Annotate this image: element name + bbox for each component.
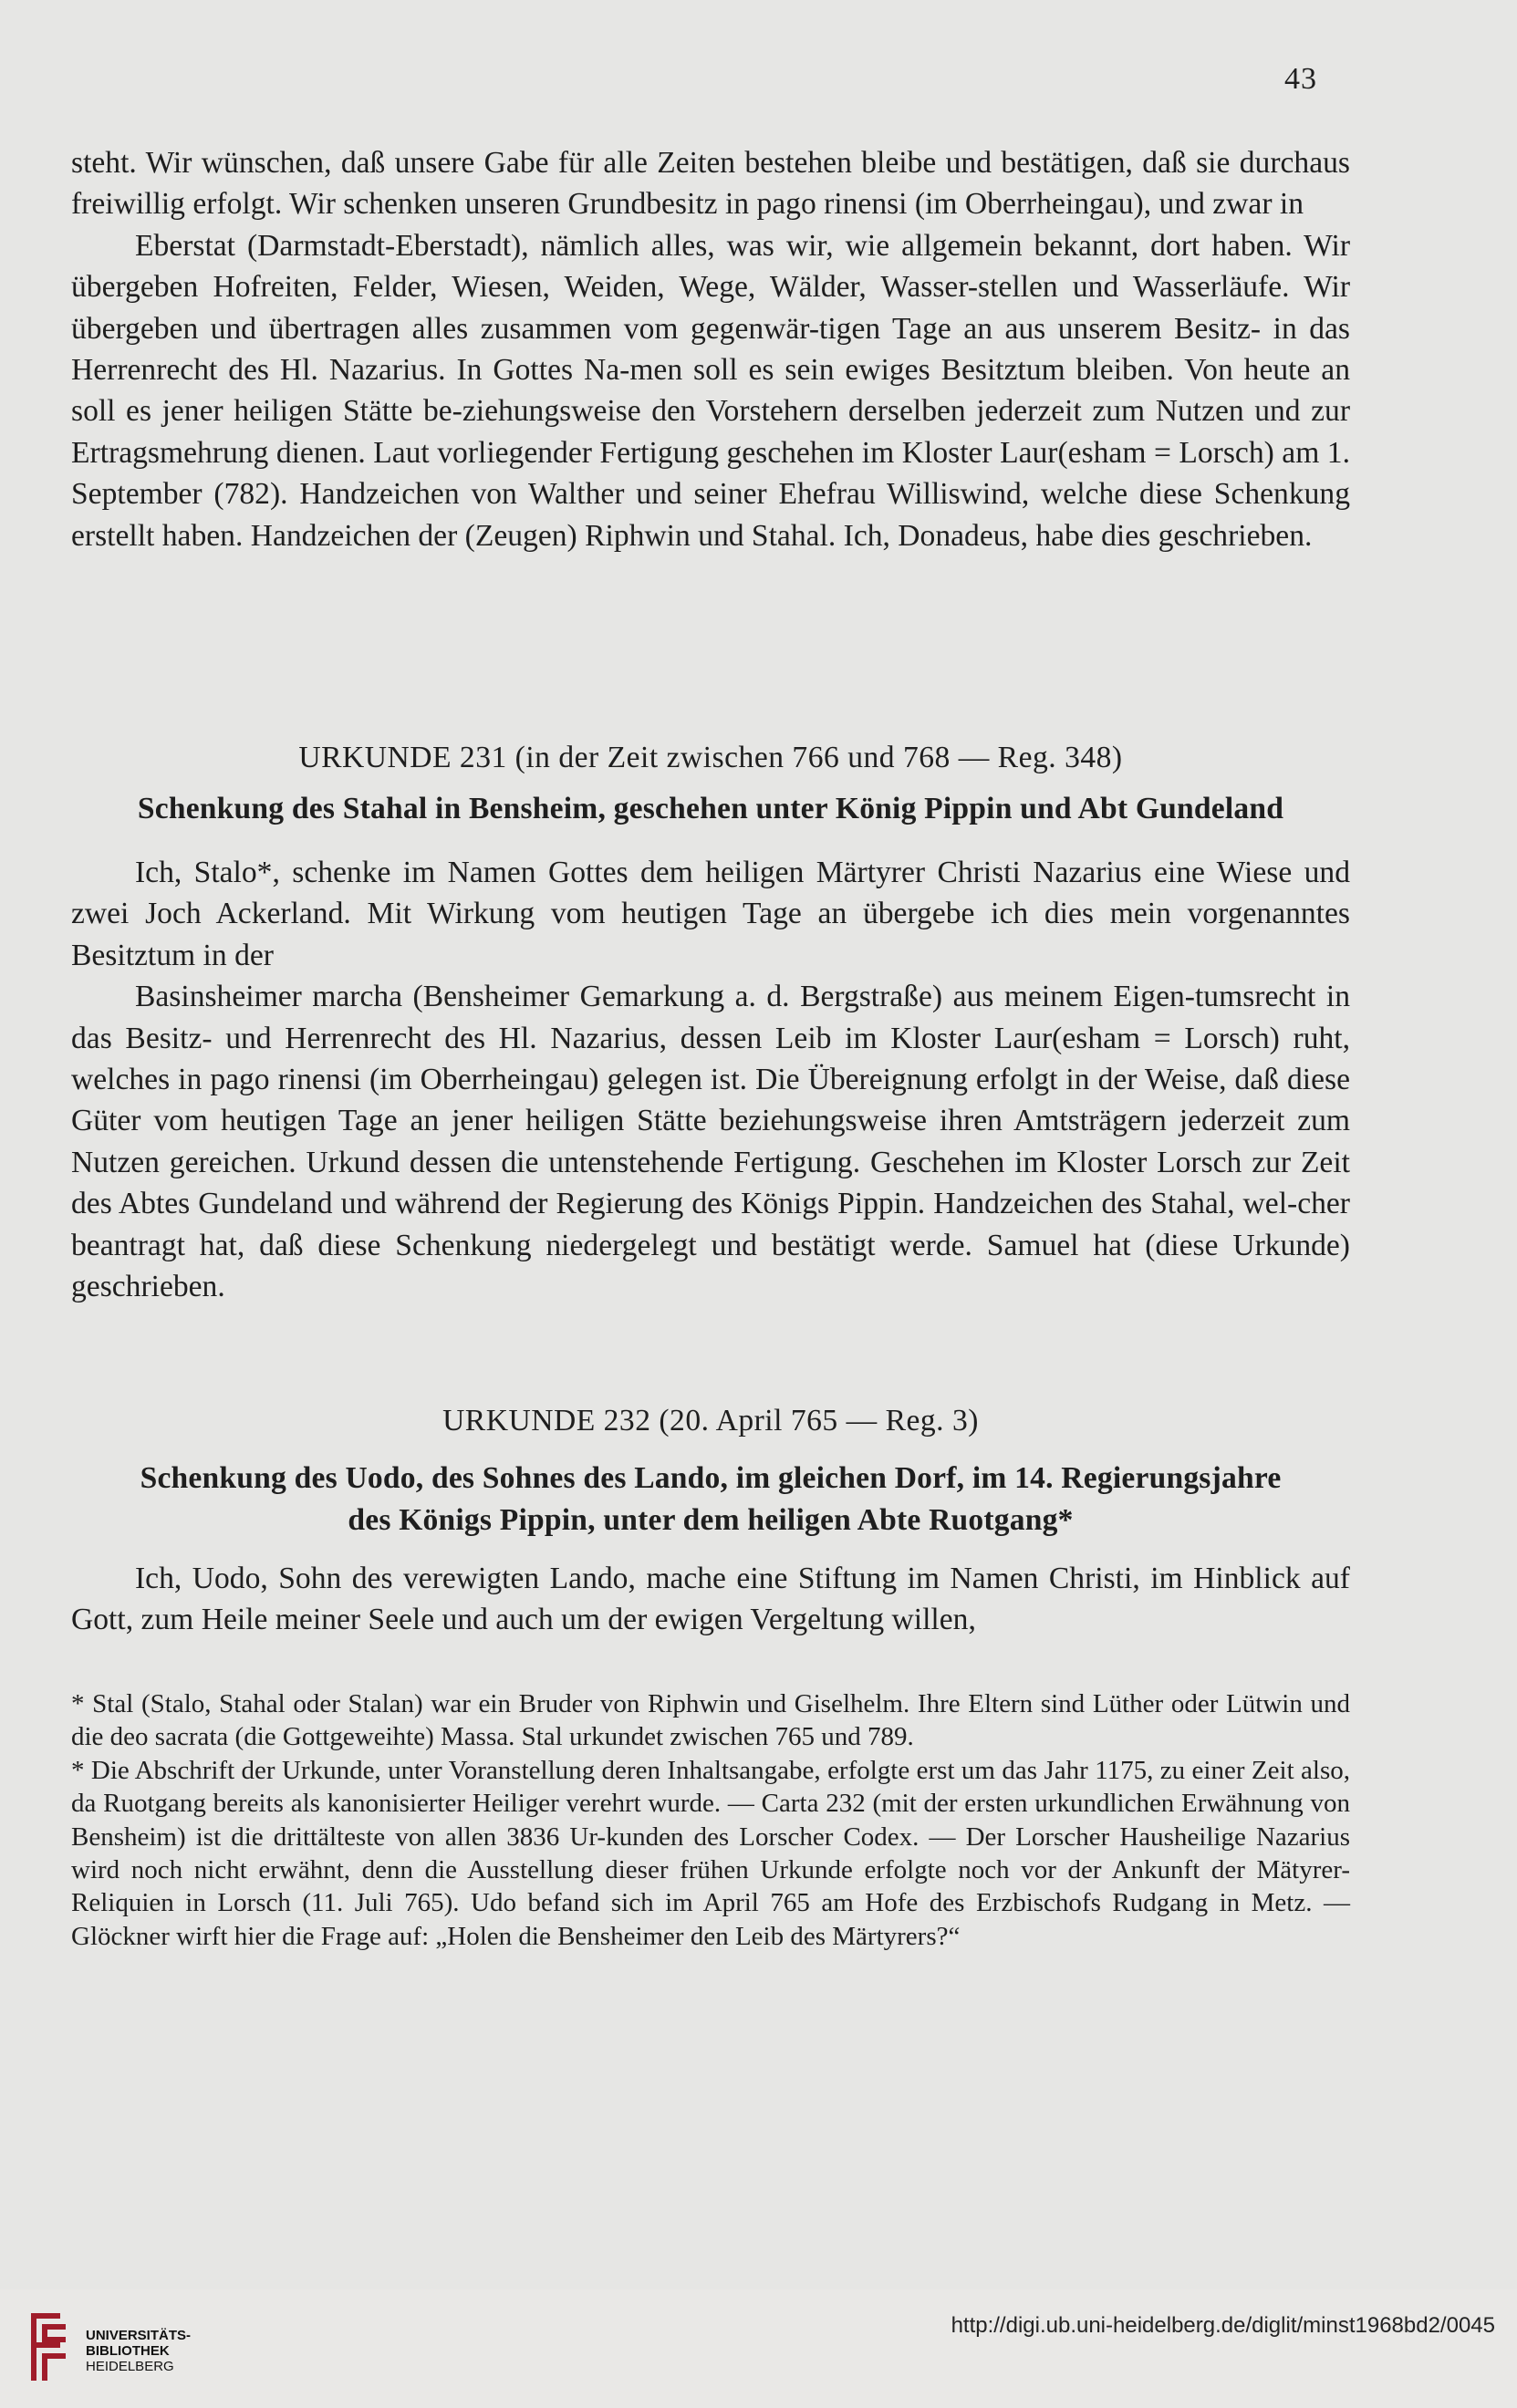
charter-231-subtitle: Schenkung des Stahal in Bensheim, geschehen unter König Pippin und Abt Gundeland <box>137 792 1284 825</box>
charter-232-body <box>71 1558 1350 1641</box>
footnote-1: * Stal (Stalo, Stahal oder Stalan) war ein Bruder von Riphwin und Giselhelm. Ihre Eltern sind Lüther oder Lütwin und die deo sacrata (die Gottgeweihte) Massa. Stal urkundet zwischen 765 und 789. <box>71 1689 1350 1752</box>
charter-232-subtitle-block <box>71 1458 1350 1541</box>
paragraph-1: steht. Wir wünschen, daß unsere Gabe für alle Zeiten bestehen bleibe und bestätigen, daß sie durchaus freiwillig erfolgt. Wir schenken unseren Grundbesitz in pago rinensi (im Oberrheingau), und zwar in <box>71 146 1350 222</box>
paragraph-4: Basinsheimer marcha (Bensheimer Gemarkung a. d. Bergstraße) aus meinem Eigen-tumsrecht in das Besitz- und Herrenrecht des Hl. Nazarius, dessen Leib im Kloster Laur(esham = Lorsch) ruht, welches in pago rinensi (im Oberrheingau) gelegen ist. Die Übereignung erfolgt in der Weise, daß diese Güter vom heutigen Tage an jener heiligen Stätte beziehungsweise ihren Amtsträgern jederzeit zum Nutzen gereichen. Urkund dessen die untenstehende Fertigung. Geschehen im Kloster Lorsch zur Zeit des Abtes Gundeland und während der Regierung des Königs Pippin. Handzeichen des Stahal, wel-cher beantragt hat, daß diese Schenkung niedergelegt und bestätigt werde. Samuel hat (diese Urkunde) geschrieben. <box>71 980 1350 1304</box>
library-logo-icon <box>18 2306 73 2386</box>
library-name-line-3: HEIDELBERG <box>86 2359 174 2374</box>
paragraph-intro <box>71 142 1350 556</box>
charter-232-title: URKUNDE 232 (20. April 765 — Reg. 3) <box>442 1404 979 1438</box>
charter-231-heading <box>71 737 1350 778</box>
charter-232-heading <box>71 1400 1350 1441</box>
library-name <box>86 2328 191 2374</box>
paragraph-3: Ich, Stalo*, schenke im Namen Gottes dem heiligen Märtyrer Christi Nazarius eine Wiese und zwei Joch Ackerland. Mit Wirkung vom heutigen Tage an übergebe ich dies mein vorgenanntes Besitztum in der <box>71 856 1350 972</box>
footnotes <box>71 1687 1350 1953</box>
library-name-line-1: UNIVERSITÄTS- <box>86 2328 192 2343</box>
charter-232-subtitle-line-2: des Königs Pippin, unter dem heiligen Abte Ruotgang* <box>348 1503 1074 1537</box>
page-number: 43 <box>1284 62 1317 96</box>
paragraph-2: Eberstat (Darmstadt-Eberstadt), nämlich alles, was wir, wie allgemein bekannt, dort haben. Wir übergeben Hofreiten, Felder, Wiesen, Weiden, Wege, Wälder, Wasser-stellen und Wasserläufe. Wir übergeben und übertragen alles zusammen vom gegenwär-tigen Tage an aus unserem Besitz- in das Herrenrecht des Hl. Nazarius. In Gottes Na-men soll es sein ewiges Besitztum bleiben. Von heute an soll es jener heiligen Stätte be-ziehungsweise den Vorstehern derselben jederzeit zum Nutzen und zur Ertragsmehrung dienen. Laut vorliegender Fertigung geschehen im Kloster Laur(esham = Lorsch) am 1. September (782). Handzeichen von Walther und seiner Ehefrau Williswind, welche diese Schenkung erstellt haben. Handzeichen der (Zeugen) Riphwin und Stahal. Ich, Donadeus, habe dies geschrieben. <box>71 228 1350 553</box>
footnote-2: * Die Abschrift der Urkunde, unter Voranstellung deren Inhaltsangabe, erfolgte erst um das Jahr 1175, zu einer Zeit also, da Ruotgang bereits als kanonisierter Heiliger verehrt wurde. — Carta 232 (mit der ersten urkundlichen Erwähnung von Bensheim) ist die drittälteste von allen 3836 Ur-kunden des Lorscher Codex. — Der Lorscher Hausheilige Nazarius wird noch nicht erwähnt, denn die Ausstellung dieser frühen Urkunde erfolgte noch vor der Ankunft der Mätyrer-Reliquien in Lorsch (11. Juli 765). Udo befand sich im April 765 am Hofe des Erzbischofs Rudgang in Metz. — Glöckner wirft hier die Frage auf: „Holen die Bensheimer den Leib des Märtyrers?“ <box>71 1755 1350 1951</box>
charter-231-title: URKUNDE 231 (in der Zeit zwischen 766 und 768 — Reg. 348) <box>298 741 1123 774</box>
source-url-link[interactable]: http://digi.ub.uni-heidelberg.de/diglit/minst1968bd2/0045 <box>951 2313 1495 2338</box>
charter-231-body <box>71 852 1350 1307</box>
paragraph-5: Ich, Uodo, Sohn des verewigten Lando, mache eine Stiftung im Namen Christi, im Hinblick auf Gott, zum Heile meiner Seele und auch um der ewigen Vergeltung willen, <box>71 1562 1350 1637</box>
library-name-line-2: BIBLIOTHEK <box>86 2343 170 2359</box>
charter-232-subtitle-line-1: Schenkung des Uodo, des Sohnes des Lando, im gleichen Dorf, im 14. Regierungsjahre <box>140 1461 1282 1495</box>
charter-231-subtitle-block <box>71 788 1350 830</box>
